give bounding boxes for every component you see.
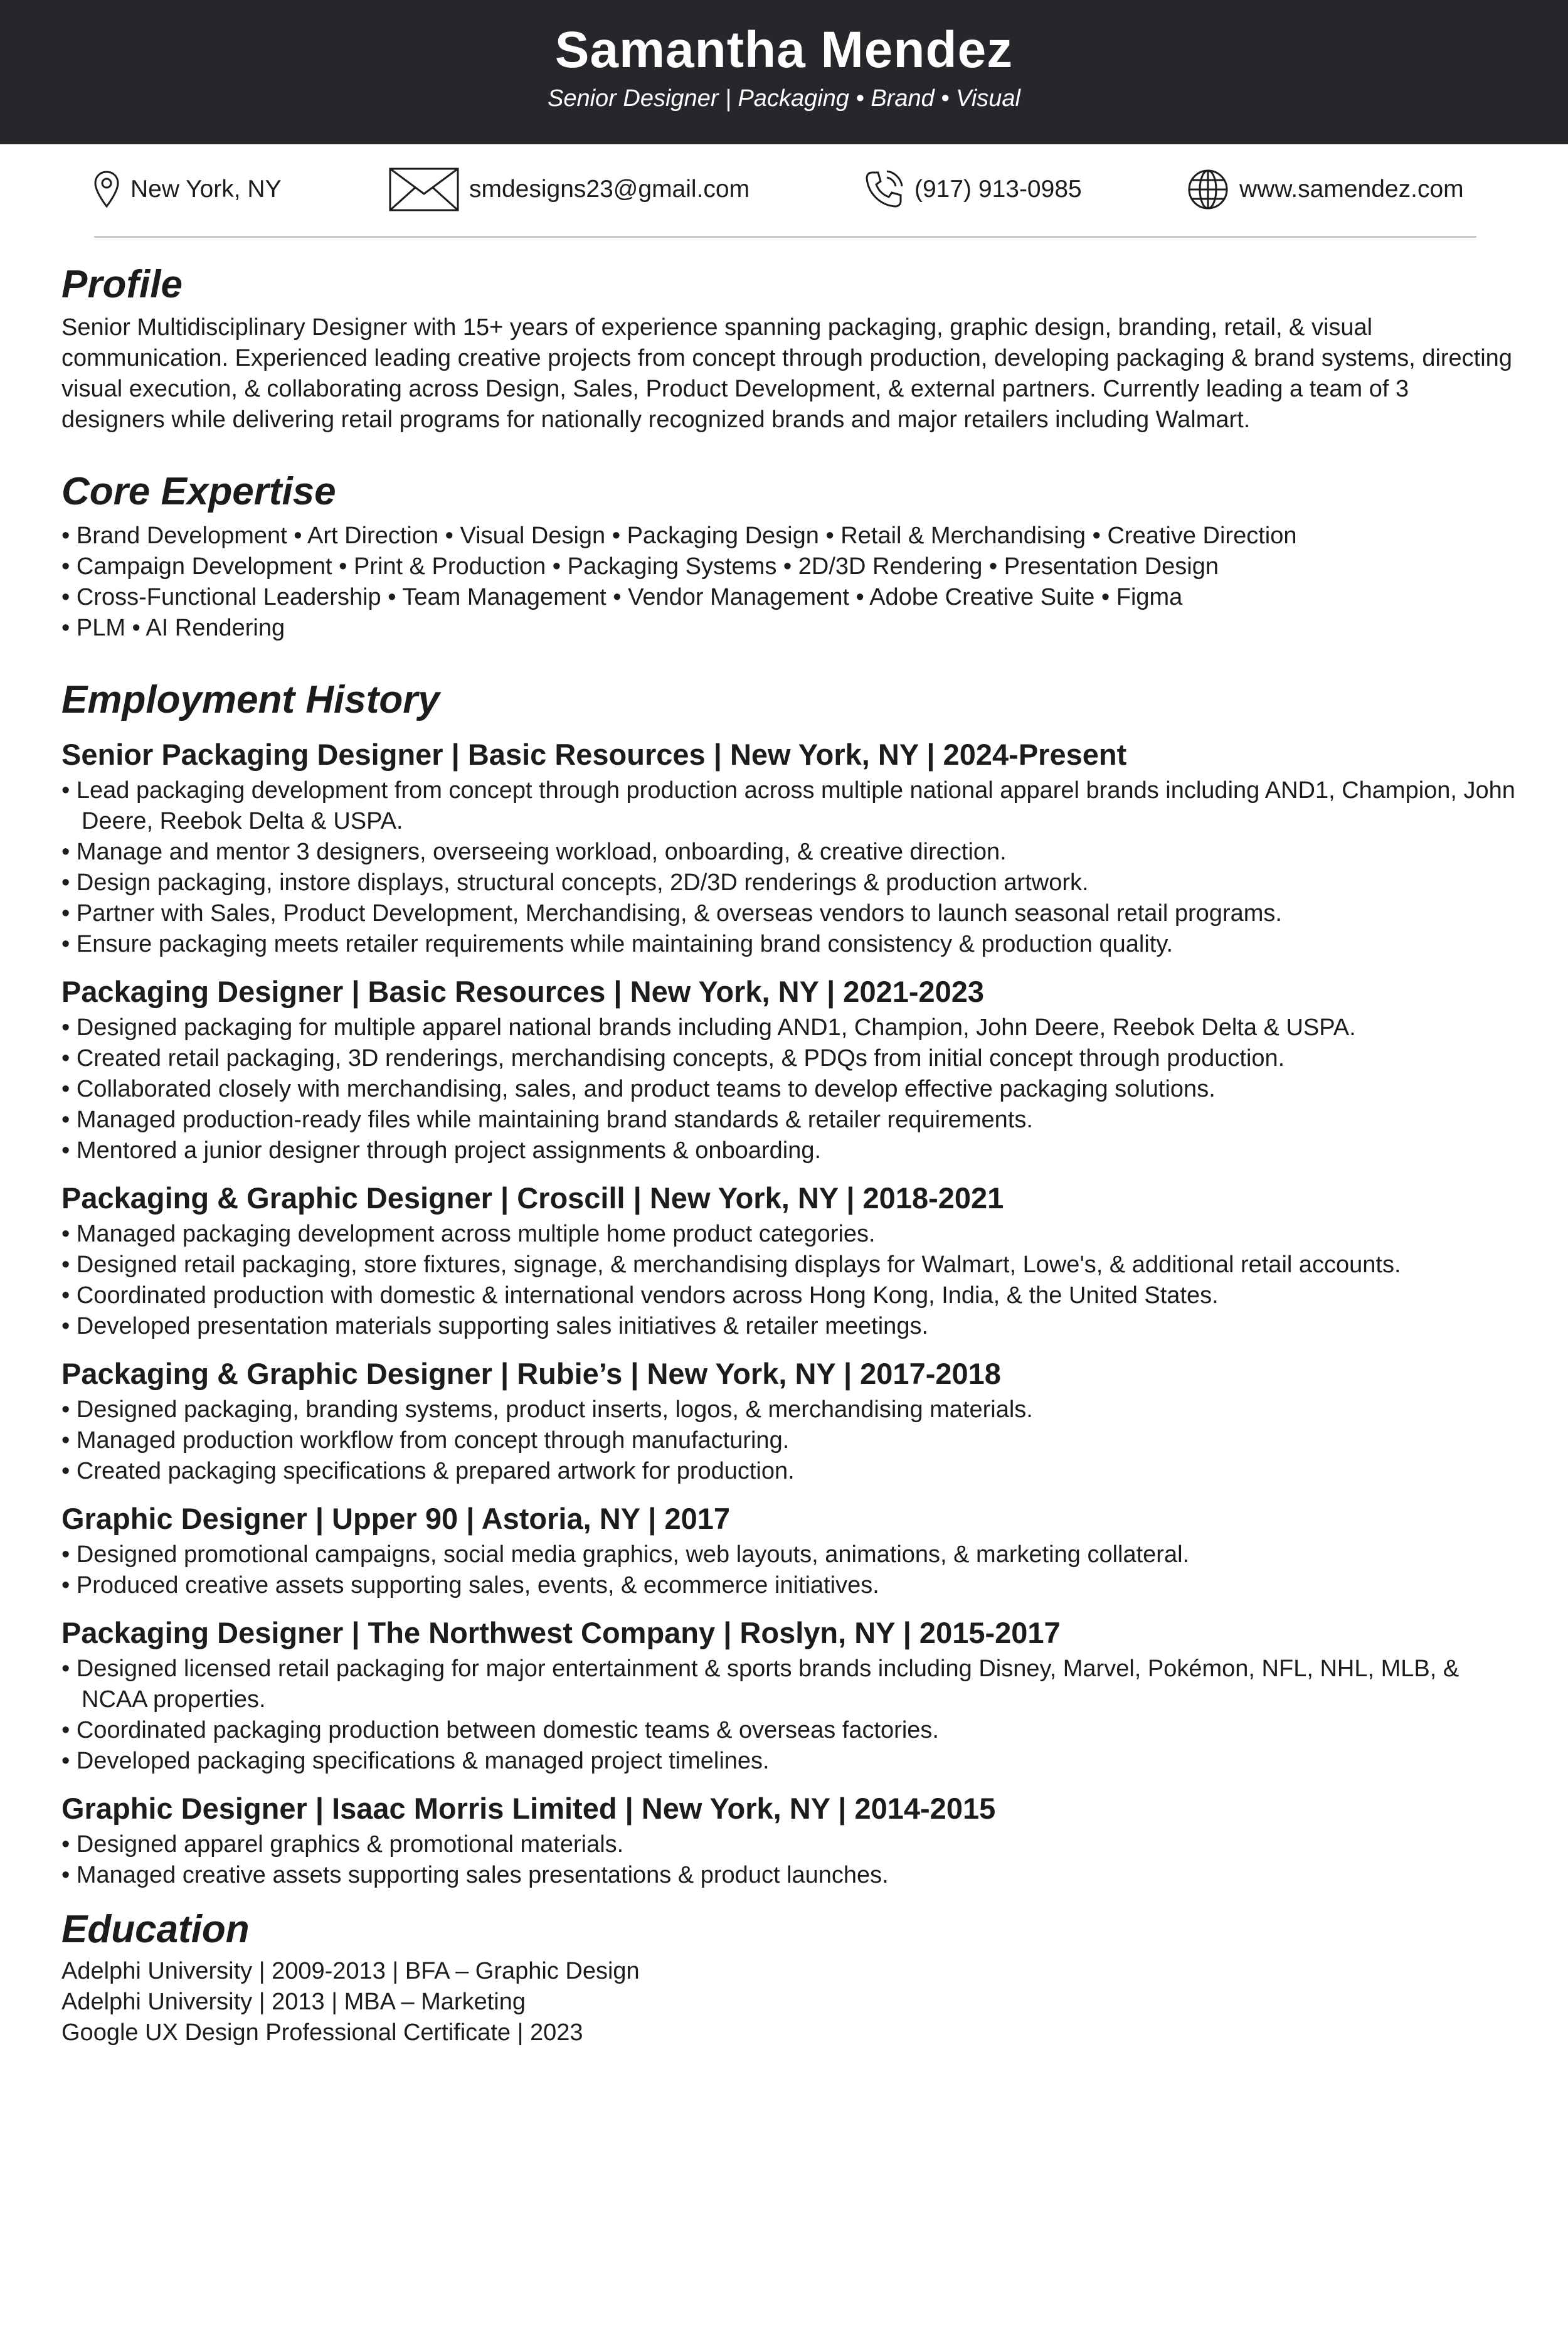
candidate-tagline: Senior Designer | Packaging • Brand • Visual <box>548 85 1020 112</box>
job-bullet: • Coordinated production with domestic & international vendors across Hong Kong, India, & the United States. <box>61 1282 1219 1309</box>
candidate-name: Samantha Mendez <box>554 21 1014 78</box>
contact-row <box>0 164 1568 215</box>
globe-icon <box>1187 168 1229 211</box>
job-bullet: • Designed retail packaging, store fixtures, signage, & merchandising displays for Walmart, Lowe's, & additional retail accounts. <box>61 1252 1401 1278</box>
expertise-line: • Campaign Development • Print & Production • Packaging Systems • 2D/3D Rendering • Presentation Design <box>61 553 1219 580</box>
job-title: Packaging & Graphic Designer | Croscill | New York, NY | 2018-2021 <box>61 1181 1004 1215</box>
job-entry <box>61 1614 1517 1777</box>
expertise-list <box>61 521 1517 644</box>
profile-section <box>61 258 1517 435</box>
expertise-heading: Core Expertise <box>61 470 336 513</box>
education-heading: Education <box>61 1908 250 1951</box>
job-title: Graphic Designer | Upper 90 | Astoria, NY | 2017 <box>61 1502 731 1535</box>
job-bullet: • Created retail packaging, 3D renderings, merchandising concepts, & PDQs from initial concept through production. <box>61 1045 1285 1072</box>
profile-text: Senior Multidisciplinary Designer with 15+ years of experience spanning packaging, graphic design, branding, retail, & visual communication. Experienced leading creative projects from concept through production, developing packaging & brand systems, directing visual execution, & collaborating across Design, Sales, Product Development, & external partners. Currently leading a team of 3 designers while delivering retail programs for nationally recognized brands and major retailers including Walmart. <box>61 314 1512 433</box>
email-link[interactable]: smdesigns23@gmail.com <box>469 176 750 203</box>
expertise-section <box>61 465 1517 644</box>
job-bullet: • Created packaging specifications & prepared artwork for production. <box>61 1458 795 1484</box>
contact-website[interactable] <box>1187 164 1464 215</box>
envelope-icon <box>389 168 459 211</box>
job-bullet: • Developed packaging specifications & managed project timelines. <box>61 1748 770 1774</box>
job-title: Packaging & Graphic Designer | Rubie’s | New York, NY | 2017-2018 <box>61 1357 1001 1390</box>
job-bullet: • Manage and mentor 3 designers, overseeing workload, onboarding, & creative direction. <box>61 839 1007 865</box>
employment-heading: Employment History <box>61 678 440 721</box>
job-bullet: • Ensure packaging meets retailer requirements while maintaining brand consistency & production quality. <box>61 931 1173 957</box>
job-bullet: • Managed creative assets supporting sales presentations & product launches. <box>61 1862 889 1888</box>
education-section <box>61 1903 1517 2048</box>
job-bullet: • Partner with Sales, Product Development, Merchandising, & overseas vendors to launch seasonal retail programs. <box>61 900 1282 927</box>
job-bullet: • Produced creative assets supporting sales, events, & ecommerce initiatives. <box>61 1572 879 1598</box>
job-bullet: • Managed packaging development across multiple home product categories. <box>61 1221 876 1247</box>
phone-icon <box>863 169 904 210</box>
job-bullet: • Mentored a junior designer through project assignments & onboarding. <box>61 1137 822 1164</box>
job-title: Packaging Designer | The Northwest Company | Roslyn, NY | 2015-2017 <box>61 1616 1061 1649</box>
profile-heading: Profile <box>61 263 183 306</box>
job-title: Graphic Designer | Isaac Morris Limited | New York, NY | 2014-2015 <box>61 1792 996 1825</box>
job-bullet: • Designed licensed retail packaging for major entertainment & sports brands including Disney, Marvel, Pokémon, NFL, NHL, MLB, & NCAA properties. <box>61 1656 1459 1713</box>
job-bullet: • Designed packaging, branding systems, product inserts, logos, & merchandising materials. <box>61 1396 1033 1423</box>
job-bullet: • Lead packaging development from concept through production across multiple national apparel brands including AND1, Champion, John Deere, Reebok Delta & USPA. <box>61 777 1515 834</box>
job-bullet: • Developed presentation materials supporting sales initiatives & retailer meetings. <box>61 1313 929 1339</box>
education-line: Adelphi University | 2013 | MBA – Marketing <box>61 1989 526 2015</box>
employment-section <box>61 674 1517 1891</box>
contact-email[interactable] <box>389 164 750 215</box>
location-text: New York, NY <box>130 176 282 203</box>
job-bullet: • Designed apparel graphics & promotional materials. <box>61 1831 624 1858</box>
job-entry <box>61 735 1517 960</box>
job-entry <box>61 972 1517 1166</box>
job-bullet: • Designed promotional campaigns, social media graphics, web layouts, animations, & marketing collateral. <box>61 1541 1190 1568</box>
phone-text[interactable]: (917) 913-0985 <box>914 176 1082 203</box>
expertise-line: • Brand Development • Art Direction • Visual Design • Packaging Design • Retail & Merchandising • Creative Direction <box>61 523 1297 549</box>
header-divider <box>94 236 1476 238</box>
contact-phone[interactable] <box>863 164 1082 215</box>
job-entry <box>61 1499 1517 1601</box>
resume-body <box>61 258 1517 2048</box>
job-bullet: • Design packaging, instore displays, structural concepts, 2D/3D renderings & production artwork. <box>61 870 1089 896</box>
job-entry <box>61 1354 1517 1487</box>
job-title: Senior Packaging Designer | Basic Resources | New York, NY | 2024-Present <box>61 738 1127 771</box>
job-bullet: • Managed production workflow from concept through manufacturing. <box>61 1427 790 1454</box>
job-bullet: • Managed production-ready files while maintaining brand standards & retailer requirements. <box>61 1107 1033 1133</box>
job-title: Packaging Designer | Basic Resources | New York, NY | 2021-2023 <box>61 975 985 1008</box>
resume-header <box>0 0 1568 144</box>
contact-location <box>93 164 282 215</box>
expertise-line: • PLM • AI Rendering <box>61 615 285 641</box>
education-line: Adelphi University | 2009-2013 | BFA – Graphic Design <box>61 1958 640 1984</box>
map-pin-icon <box>93 170 120 209</box>
education-line: Google UX Design Professional Certificate | 2023 <box>61 2019 583 2046</box>
job-entry <box>61 1179 1517 1342</box>
job-bullet: • Coordinated packaging production between domestic teams & overseas factories. <box>61 1717 939 1743</box>
expertise-line: • Cross-Functional Leadership • Team Management • Vendor Management • Adobe Creative Suite • Figma <box>61 584 1183 610</box>
job-bullet: • Designed packaging for multiple apparel national brands including AND1, Champion, John Deere, Reebok Delta & USPA. <box>61 1014 1356 1041</box>
website-link[interactable]: www.samendez.com <box>1239 176 1464 203</box>
job-entry <box>61 1789 1517 1891</box>
job-bullet: • Collaborated closely with merchandising, sales, and product teams to develop effective packaging solutions. <box>61 1076 1216 1102</box>
